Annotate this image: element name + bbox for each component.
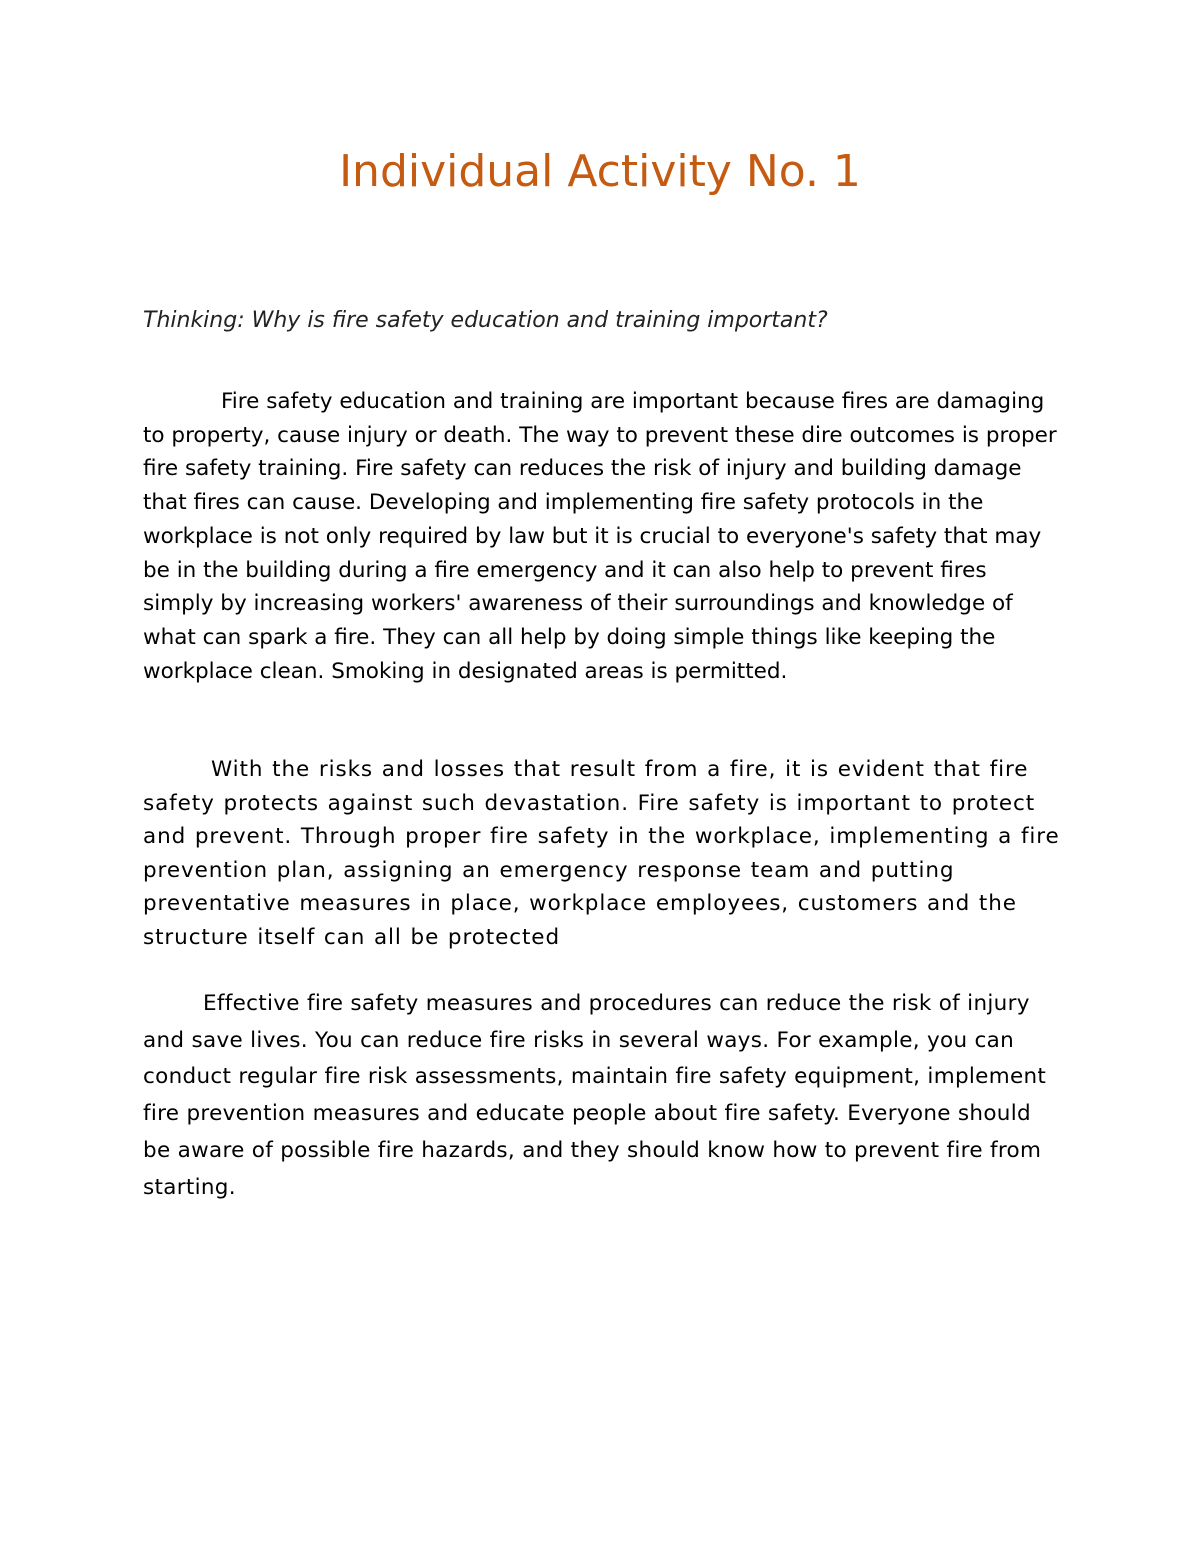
thinking-question: Thinking: Why is fire safety education and training important? [143,308,828,333]
paragraph-2: With the risks and losses that result from a fire, it is evident that fire safety protects against such devastation. Fire safety is important to protect and prevent. Through proper fire safety in the workplace, implementing a fire prevention plan, assigning an emergency response team and putting preventative measures in place, workplace employees, customers and the structure itself can all be protected [143,757,1060,950]
document-title: Individual Activity No. 1 [339,146,861,197]
paragraph-3: Effective fire safety measures and procedures can reduce the risk of injury and save lives. You can reduce fire risks in several ways. For example, you can conduct regular fire risk assessments, maintain fire safety equipment, implement fire prevention measures and educate people about fire safety. Everyone should be aware of possible fire hazards, and they should know how to prevent fire from starting. [143,991,1047,1200]
paragraph-1: Fire safety education and training are important because fires are damaging to property, cause injury or death. The way to prevent these dire outcomes is proper fire safety training. Fire safety can reduces the risk of injury and building damage that fires can cause. Developing and implementing fire safety protocols in the workplace is not only required by law but it is crucial to everyone's safety that may be in the building during a fire emergency and it can also help to prevent fires simply by increasing workers' awareness of their surroundings and knowledge of what can spark a fire. They can all help by doing simple things like keeping the workplace clean. Smoking in designated areas is permitted. [143,389,1057,684]
